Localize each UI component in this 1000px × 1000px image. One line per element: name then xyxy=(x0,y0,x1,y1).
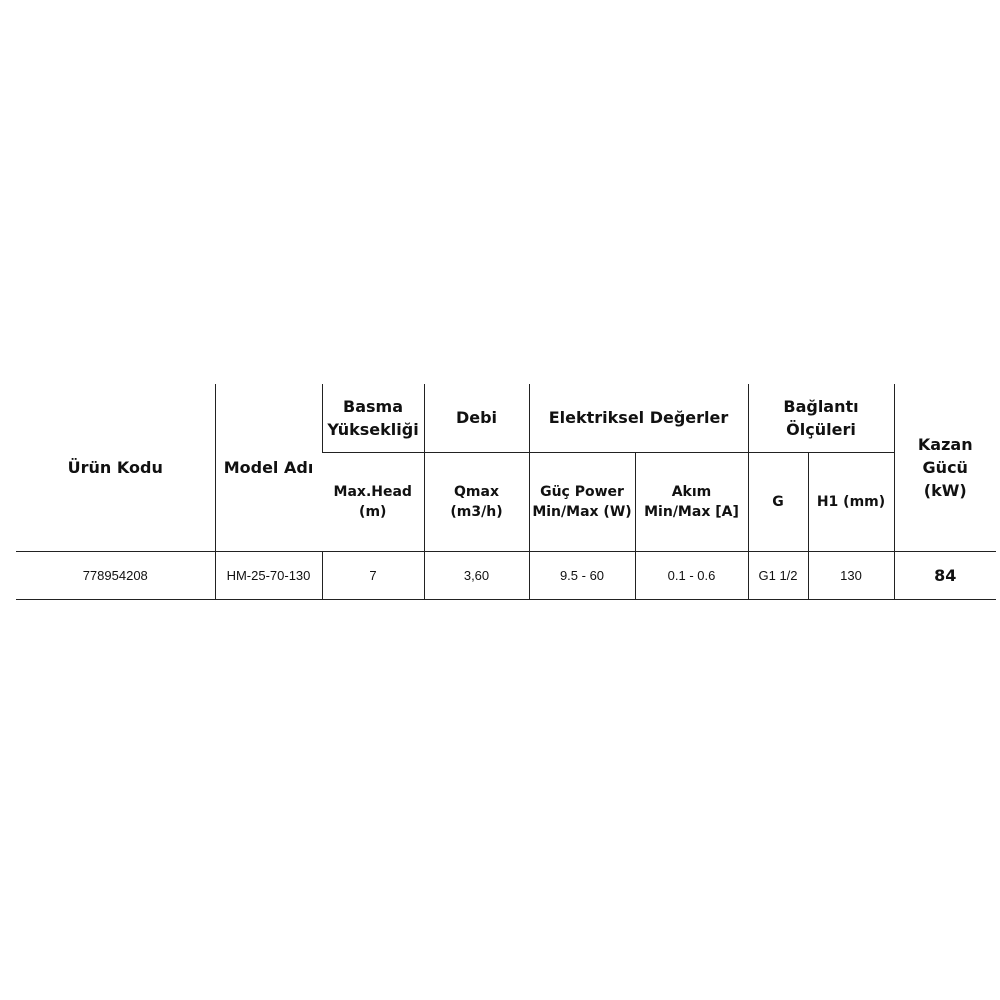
header-guc-power xyxy=(529,453,635,552)
header-urun-kodu-label: Ürün Kodu xyxy=(67,457,163,477)
header-akim-line1: Akım xyxy=(671,483,712,500)
cell-model-adi: HM-25-70-130 xyxy=(215,552,322,600)
cell-g: G1 1/2 xyxy=(748,552,808,600)
table-row xyxy=(16,552,996,600)
header-qmax-line2: (m3/h) xyxy=(450,504,503,520)
header-urun-kodu xyxy=(16,384,215,552)
header-elektriksel-degerler xyxy=(529,384,748,453)
header-qmax xyxy=(424,453,529,552)
header-debi xyxy=(424,384,529,453)
header-max-head-line1: Max.Head xyxy=(333,483,412,500)
cell-akim: 0.1 - 0.6 xyxy=(635,552,748,600)
header-g xyxy=(748,453,808,552)
header-baglanti-olculeri xyxy=(748,384,894,453)
cell-kazan-gucu: 84 xyxy=(894,552,996,600)
header-g-label: G xyxy=(772,493,784,510)
header-guc-line1: Güç Power xyxy=(540,483,624,500)
cell-max-head: 7 xyxy=(322,552,424,600)
header-basma-line2: Yüksekliği xyxy=(327,420,419,439)
header-baglanti-line2: Ölçüleri xyxy=(786,420,856,439)
header-basma-yuksekligi xyxy=(322,384,424,453)
header-guc-line2: Min/Max (W) xyxy=(532,504,632,520)
header-basma-line1: Basma xyxy=(343,396,403,416)
cell-qmax: 3,60 xyxy=(424,552,529,600)
header-max-head-line2: (m) xyxy=(359,504,387,520)
header-model-adi xyxy=(215,384,322,552)
header-kazan-line1: Kazan xyxy=(917,434,973,454)
header-akim xyxy=(635,453,748,552)
header-h1-label: H1 (mm) xyxy=(816,493,886,510)
header-akim-line2: Min/Max [A] xyxy=(644,504,739,520)
product-spec-table xyxy=(16,384,996,600)
header-qmax-line1: Qmax xyxy=(454,483,499,500)
cell-urun-kodu: 778954208 xyxy=(16,552,215,600)
cell-guc-power: 9.5 - 60 xyxy=(529,552,635,600)
header-model-adi-label: Model Adı xyxy=(223,457,314,477)
header-kazan-line3: (kW) xyxy=(923,481,967,501)
header-debi-label: Debi xyxy=(455,408,498,428)
header-kazan-gucu xyxy=(894,384,996,552)
header-elektriksel-label: Elektriksel Değerler xyxy=(548,408,729,428)
header-kazan-line2: Gücü xyxy=(922,457,968,477)
header-baglanti-line1: Bağlantı xyxy=(783,396,859,416)
header-row-group xyxy=(16,384,996,453)
header-h1 xyxy=(808,453,894,552)
cell-h1: 130 xyxy=(808,552,894,600)
header-max-head xyxy=(322,453,424,552)
